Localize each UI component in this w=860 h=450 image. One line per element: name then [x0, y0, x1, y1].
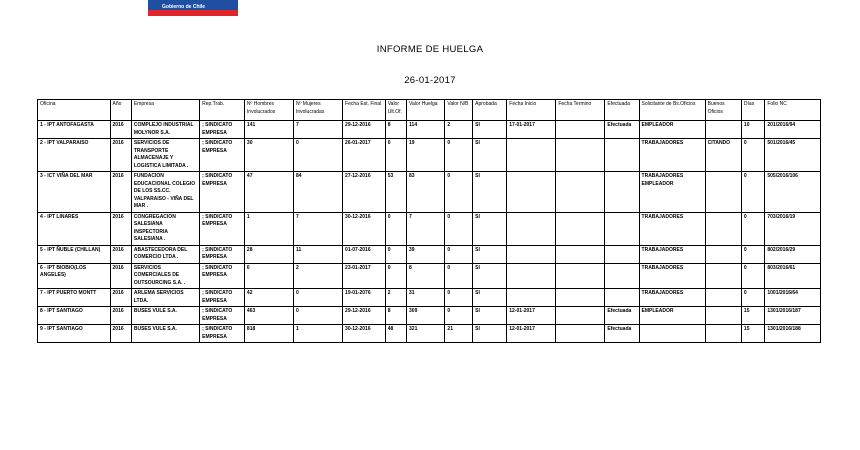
table-cell: 141 — [244, 121, 293, 139]
table-cell: 19 — [407, 139, 445, 172]
table-cell: 501/2016/45 — [765, 139, 821, 172]
table-cell: 703/2016/19 — [765, 212, 821, 245]
table-cell: 17-01-2017 — [507, 121, 556, 139]
table-cell: 0 — [445, 263, 473, 289]
table-cell: Efectuada — [605, 121, 639, 139]
table-cell: 3 - ICT VIÑA DEL MAR — [38, 172, 111, 213]
table-cell: 0 — [445, 172, 473, 213]
table-cell — [556, 121, 605, 139]
column-header: Año — [110, 100, 131, 121]
table-cell: 8 — [407, 263, 445, 289]
table-row — [38, 263, 821, 289]
table-cell: 2016 — [110, 172, 131, 213]
table-cell: 2 — [445, 121, 473, 139]
table-cell: 2016 — [110, 325, 131, 343]
table-cell: 27-12-2016 — [343, 172, 386, 213]
table-cell: 21 — [445, 325, 473, 343]
table-cell: 0 — [385, 263, 406, 289]
table-cell: EMPLEADOR — [639, 121, 705, 139]
table-row — [38, 325, 821, 343]
table-row — [38, 245, 821, 263]
table-cell: 83 — [407, 172, 445, 213]
table-cell: SERVICIOS COMERCIALES DE OUTSOURCING S.A. . — [131, 263, 199, 289]
table-cell: 53 — [385, 172, 406, 213]
table-cell: 30 — [244, 139, 293, 172]
table-cell — [556, 212, 605, 245]
table-cell: 0 — [445, 139, 473, 172]
table-cell — [605, 139, 639, 172]
table-cell: 1301/2016/187 — [765, 307, 821, 325]
table-cell: 0 — [741, 172, 764, 213]
table-cell: 0 — [741, 212, 764, 245]
table-cell: TRABAJADORES — [639, 139, 705, 172]
table-row — [38, 307, 821, 325]
table-cell — [605, 263, 639, 289]
table-cell: SI — [473, 139, 507, 172]
table-cell — [705, 212, 741, 245]
table-cell: SI — [473, 245, 507, 263]
table-cell: 28 — [244, 245, 293, 263]
table-cell: 2 - IPT VALPARAISO — [38, 139, 111, 172]
table-cell: 84 — [293, 172, 342, 213]
table-cell — [507, 245, 556, 263]
table-cell: 0 — [445, 245, 473, 263]
table-cell: BUSES VULE S.A. — [131, 325, 199, 343]
table-cell: 29-12-2016 — [343, 307, 386, 325]
table-cell: 26-01-2017 — [343, 139, 386, 172]
table-cell: Efectuada — [605, 325, 639, 343]
report-title: INFORME DE HUELGA — [376, 44, 484, 55]
table-cell — [507, 289, 556, 307]
table-cell — [639, 325, 705, 343]
table-cell: SI — [473, 307, 507, 325]
table-cell: ; SINDICATO EMPRESA — [200, 307, 245, 325]
table-cell: 6 — [244, 263, 293, 289]
strike-report-table — [37, 99, 821, 343]
table-cell: 7 — [407, 212, 445, 245]
table-cell: ; SINDICATO EMPRESA — [200, 121, 245, 139]
table-header-row — [38, 100, 821, 121]
table-cell: 2016 — [110, 212, 131, 245]
table-row — [38, 121, 821, 139]
table-cell: 11 — [293, 245, 342, 263]
column-header: Valor Huelga — [407, 100, 445, 121]
table-cell: 1 - IPT ANTOFAGASTA — [38, 121, 111, 139]
table-cell: 7 — [293, 212, 342, 245]
table-cell: 201/2016/94 — [765, 121, 821, 139]
table-cell: SI — [473, 289, 507, 307]
table-cell: 8 — [385, 307, 406, 325]
table-cell: TRABAJADORES — [639, 263, 705, 289]
table-cell: 309 — [407, 307, 445, 325]
table-cell: 0 — [445, 307, 473, 325]
table-cell — [605, 172, 639, 213]
table-row — [38, 289, 821, 307]
table-cell: SI — [473, 212, 507, 245]
table-cell: 12-01-2017 — [507, 325, 556, 343]
column-header: Solicitante de Bs.Oficios — [639, 100, 705, 121]
column-header: Folio NC — [765, 100, 821, 121]
table-cell: CONGREGACION SALESIANA INSPECTORIA SALESIANA . — [131, 212, 199, 245]
table-row — [38, 172, 821, 213]
table-cell: ; SINDICATO EMPRESA — [200, 325, 245, 343]
table-cell: 2 — [385, 289, 406, 307]
column-header: Empresa — [131, 100, 199, 121]
table-cell — [705, 172, 741, 213]
table-cell: 0 — [293, 307, 342, 325]
table-cell: 8 — [385, 121, 406, 139]
table-cell: 01-07-2016 — [343, 245, 386, 263]
table-cell: EMPLEADOR — [639, 307, 705, 325]
table-cell: 0 — [741, 245, 764, 263]
column-header: Nº Hombres Involucrados — [244, 100, 293, 121]
column-header: Aprobada — [473, 100, 507, 121]
table-cell: SI — [473, 325, 507, 343]
table-cell: ; SINDICATO EMPRESA — [200, 139, 245, 172]
table-cell: 2 — [293, 263, 342, 289]
table-cell: 0 — [741, 263, 764, 289]
table-cell — [556, 289, 605, 307]
table-cell — [705, 325, 741, 343]
table-cell: COMPLEJO INDUSTRIAL MOLYNOR S.A. — [131, 121, 199, 139]
table-cell: 30-12-2016 — [343, 212, 386, 245]
table-cell: 0 — [741, 289, 764, 307]
column-header: Rep.Trab. — [200, 100, 245, 121]
table-cell: 803/2016/61 — [765, 263, 821, 289]
table-cell: 48 — [385, 325, 406, 343]
table-cell: ; SINDICATO EMPRESA — [200, 289, 245, 307]
table-cell — [507, 212, 556, 245]
table-cell — [705, 121, 741, 139]
table-cell: ARLEMA SERVICIOS LTDA. — [131, 289, 199, 307]
table-cell: 19-01-2076 — [343, 289, 386, 307]
gobierno-logo — [148, 0, 238, 16]
table-cell: 30-12-2016 — [343, 325, 386, 343]
table-cell: 818 — [244, 325, 293, 343]
table-cell: 29-12-2016 — [343, 121, 386, 139]
table-cell — [556, 172, 605, 213]
logo-text: Gobierno de Chile — [162, 4, 206, 10]
table-cell: SI — [473, 172, 507, 213]
column-header: Buenos Oficios — [705, 100, 741, 121]
table-cell: 2016 — [110, 307, 131, 325]
table-row — [38, 139, 821, 172]
table-cell: 2016 — [110, 245, 131, 263]
table-cell: 321 — [407, 325, 445, 343]
table-cell: 7 - IPT PUERTO MONTT — [38, 289, 111, 307]
table-cell: ABASTECEDORA DEL COMERCIO LTDA . — [131, 245, 199, 263]
table-cell: 2016 — [110, 139, 131, 172]
table-cell — [556, 139, 605, 172]
table-cell — [605, 212, 639, 245]
table-cell: 0 — [741, 139, 764, 172]
table-cell: 1301/2016/188 — [765, 325, 821, 343]
table-cell — [605, 289, 639, 307]
table-cell: ; SINDICATO EMPRESA — [200, 172, 245, 213]
table-cell: CITANDO — [705, 139, 741, 172]
table-cell: 47 — [244, 172, 293, 213]
table-cell: 12-01-2017 — [507, 307, 556, 325]
table-cell — [507, 139, 556, 172]
table-cell: 23-01-2017 — [343, 263, 386, 289]
table-cell: 0 — [445, 212, 473, 245]
table-cell: 2016 — [110, 263, 131, 289]
column-header: Valor N/B — [445, 100, 473, 121]
table-cell: 8 - IPT SANTIAGO — [38, 307, 111, 325]
table-cell: 1 — [293, 325, 342, 343]
table-cell: ; SINDICATO EMPRESA — [200, 212, 245, 245]
column-header: Fecha Inicio — [507, 100, 556, 121]
table-cell: TRABAJADORES EMPLEADOR — [639, 172, 705, 213]
table-cell — [705, 245, 741, 263]
table-cell: Efectuada — [605, 307, 639, 325]
table-cell: 6 - IPT BIOBIO(LOS ANGELES) — [38, 263, 111, 289]
table-cell — [556, 245, 605, 263]
table-cell — [507, 263, 556, 289]
table-cell: 505/2016/106 — [765, 172, 821, 213]
table-cell: 2016 — [110, 289, 131, 307]
table-cell: 1 — [244, 212, 293, 245]
column-header: Oficina — [38, 100, 111, 121]
report-date: 26-01-2017 — [404, 75, 456, 86]
table-cell: 114 — [407, 121, 445, 139]
logo-red-stripe — [148, 10, 238, 16]
column-header: Efectuada — [605, 100, 639, 121]
column-header: Nº Mujeres Involucradas — [293, 100, 342, 121]
column-header: Fecha Est. Final — [343, 100, 386, 121]
table-cell: 1001/2016/64 — [765, 289, 821, 307]
table-cell: 0 — [385, 139, 406, 172]
table-cell: SERVICIOS DE TRANSPORTE ALMACENAJE Y LOGISTICA LIMITADA . — [131, 139, 199, 172]
table-cell — [705, 263, 741, 289]
table-cell: 0 — [385, 212, 406, 245]
table-cell — [507, 172, 556, 213]
table-cell: 0 — [293, 139, 342, 172]
column-header: Días — [741, 100, 764, 121]
table-cell — [705, 289, 741, 307]
column-header: Valor Ult.Of. — [385, 100, 406, 121]
table-cell — [605, 245, 639, 263]
table-cell: 10 — [741, 121, 764, 139]
table-cell: ; SINDICATO EMPRESA — [200, 263, 245, 289]
table-cell: SI — [473, 121, 507, 139]
table-cell: TRABAJADORES — [639, 289, 705, 307]
table-row — [38, 212, 821, 245]
table-cell: SI — [473, 263, 507, 289]
table-cell: 0 — [293, 289, 342, 307]
table-cell: 39 — [407, 245, 445, 263]
table-cell: 42 — [244, 289, 293, 307]
table-cell — [556, 325, 605, 343]
table-cell: 4 - IPT LINARES — [38, 212, 111, 245]
table-cell: 0 — [445, 289, 473, 307]
table-cell — [556, 263, 605, 289]
table-cell — [705, 307, 741, 325]
table-cell: 7 — [293, 121, 342, 139]
table-cell: 5 - IPT ÑUBLE (CHILLAN) — [38, 245, 111, 263]
table-cell: 15 — [741, 307, 764, 325]
table-cell: 2016 — [110, 121, 131, 139]
table-cell: 463 — [244, 307, 293, 325]
table-cell: BUSES VULE S.A. — [131, 307, 199, 325]
table-cell — [556, 307, 605, 325]
table-cell: 9 - IPT SANTIAGO — [38, 325, 111, 343]
table-cell: TRABAJADORES — [639, 212, 705, 245]
table-cell: 0 — [385, 245, 406, 263]
table-cell: 802/2016/29 — [765, 245, 821, 263]
table-cell: 15 — [741, 325, 764, 343]
table-cell: FUNDACION EDUCACIONAL COLEGIO DE LOS SS.CC. VALPARAISO - VIÑA DEL MAR . — [131, 172, 199, 213]
table-cell: 31 — [407, 289, 445, 307]
column-header: Fecha Termino — [556, 100, 605, 121]
table-cell: TRABAJADORES — [639, 245, 705, 263]
table-cell: ; SINDICATO EMPRESA — [200, 245, 245, 263]
